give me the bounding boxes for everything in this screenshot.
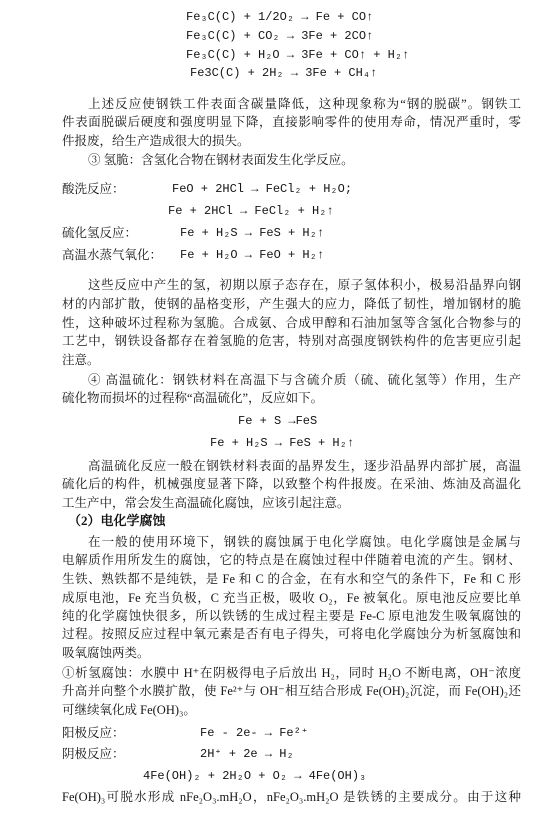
paragraph-line: 生铁、熟铁都不是纯铁，是 Fe 和 C 的合金，在有水和空气的条件下，Fe 和 C 形 bbox=[62, 572, 521, 586]
paragraph-line: 高温硫化反应一般在钢铁材料表面的晶界发生，逐步沿晶界内部扩展，高温 bbox=[88, 459, 521, 473]
reaction-label: 高温水蒸气氧化： bbox=[62, 248, 163, 262]
paragraph-line: 成原电池，Fe 充当负极，C 充当正极，吸收 O₂，Fe 被氧化。原电池反应要比单 bbox=[62, 591, 521, 605]
decarburization-equation: Fe₃C(C) + H₂O → 3Fe + CO↑ + H₂↑ bbox=[186, 48, 410, 62]
reaction-equation: Fe + H₂S → FeS + H₂↑ bbox=[210, 436, 355, 450]
section-heading: （2）电化学腐蚀 bbox=[68, 513, 166, 528]
reaction-equation: Fe - 2e- → Fe²⁺ bbox=[200, 726, 309, 740]
reaction-equation: Fe + H₂O → FeO + H₂↑ bbox=[180, 248, 325, 262]
reaction-equation: 4Fe(OH)₂ + 2H₂O + O₂ → 4Fe(OH)₃ bbox=[143, 769, 367, 783]
reaction-label: 阴极反应： bbox=[62, 747, 125, 761]
decarburization-equation: Fe₃C(C) + 1/2O₂ → Fe + CO↑ bbox=[186, 10, 374, 24]
paragraph-line: Fe(OH)₃可脱水形成 nFe₂O₃.mH₂O，nFe₂O₃.mH₂O 是铁锈的主要成分。由于这种 bbox=[62, 790, 521, 804]
paragraph-line: 纯的化学腐蚀快很多，所以铁锈的生成过程主要是 Fe-C 原电池发生吸氧腐蚀的 bbox=[62, 609, 521, 623]
paragraph-line: 电解质作用所发生的腐蚀，它的特点是在腐蚀过程中伴随着电流的产生。钢材、 bbox=[62, 553, 521, 567]
paragraph-line: 在一般的使用环境下，钢铁的腐蚀属于电化学腐蚀。电化学腐蚀是金属与 bbox=[88, 535, 521, 549]
section-intro-line: ③ 氢脆：含氢化合物在钢材表面发生化学反应。 bbox=[88, 153, 354, 167]
paragraph-line: 材的内部扩散，使钢的晶格变形，产生强大的应力，降低了韧性，增加钢材的脆 bbox=[62, 297, 521, 311]
section-intro-line: 硫化物而损坏的过程称“高温硫化”，反应如下。 bbox=[62, 391, 324, 405]
paragraph-line: 吸氧腐蚀两类。 bbox=[62, 646, 150, 660]
section-intro-line: ④ 高温硫化：钢铁材料在高温下与含硫介质（硫、硫化氢等）作用，生产 bbox=[88, 373, 521, 387]
decarburization-equation: Fe₃C(C) + CO₂ → 3Fe + 2CO↑ bbox=[186, 29, 374, 43]
reaction-equation: Fe + H₂S → FeS + H₂↑ bbox=[180, 226, 325, 240]
paragraph-line: 注意。 bbox=[62, 353, 100, 367]
paragraph-line: 性，这种破坏过程称为氢脆。合成氨、合成甲醇和石油加氢等含氢化合物参与的 bbox=[62, 316, 521, 330]
paragraph-line: 工艺中，钢铁设备都存在着氢脆的危害，特别对高强度钢铁构件的危害更应引起 bbox=[62, 334, 521, 348]
paragraph-line: 升高并向整个水膜扩散，使 Fe²⁺与 OH⁻相互结合形成 Fe(OH)₂沉淀，而 Fe(OH)₂还 bbox=[62, 684, 521, 698]
paragraph-line: 过程。按照反应过程中氧元素是否有电子得失，可将电化学腐蚀分为析氢腐蚀和 bbox=[62, 627, 521, 641]
reaction-equation: 2H⁺ + 2e → H₂ bbox=[200, 747, 294, 761]
reaction-label: 酸洗反应： bbox=[62, 182, 125, 196]
reaction-equation: Fe + 2HCl → FeCl₂ + H₂↑ bbox=[168, 204, 334, 218]
reaction-label: 阳极反应： bbox=[62, 726, 125, 740]
paragraph-line: 件报废，给生产造成很大的损失。 bbox=[62, 134, 250, 148]
reaction-equation: Fe + S →FeS bbox=[238, 414, 318, 428]
paragraph-line: 上述反应使钢铁工件表面含碳量降低，这种现象称为“钢的脱碳”。钢铁工 bbox=[88, 97, 521, 111]
paragraph-line: 件表面脱碳后硬度和强度明显下降，直接影响零件的使用寿命，情况严重时，零 bbox=[62, 115, 521, 129]
paragraph-line: 硫化后的构件，机械强度显著下降，以致整个构件报废。在采油、炼油及高温化 bbox=[62, 477, 521, 491]
paragraph-line: 工生产中，常会发生高温硫化腐蚀，应该引起注意。 bbox=[62, 496, 350, 510]
decarburization-equation: Fe3C(C) + 2H₂ → 3Fe + CH₄↑ bbox=[190, 66, 378, 80]
paragraph-line: 可继续氧化成 Fe(OH)₃。 bbox=[62, 703, 196, 717]
reaction-label: 硫化氢反应： bbox=[62, 226, 138, 240]
paragraph-line: ①析氢腐蚀：水膜中 H⁺在阴极得电子后放出 H₂，同时 H₂O 不断电离，OH⁻浓度 bbox=[62, 666, 521, 680]
paragraph-line: 这些反应中产生的氢，初期以原子态存在，原子氢体积小，极易沿晶界向钢 bbox=[88, 278, 521, 292]
reaction-equation: FeO + 2HCl → FeCl₂ + H₂O; bbox=[172, 182, 353, 196]
